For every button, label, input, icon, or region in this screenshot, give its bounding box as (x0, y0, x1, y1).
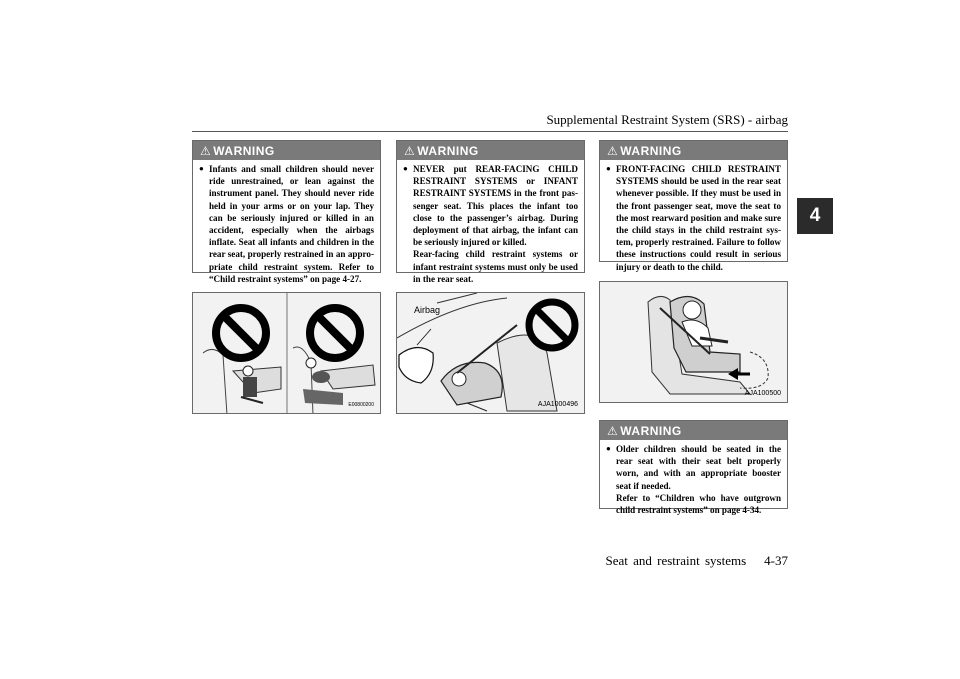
footer-section: Seat and restraint systems (605, 553, 747, 568)
warning-text: Older children should be seated in the rear seat with their seat belt properly worn, and with an appropriate booster seat if needed. (616, 444, 781, 491)
warning-label: WARNING (417, 143, 479, 158)
warning-text: FRONT-FACING CHILD RESTRAINT SYSTEMS should be used in the rear seat whenever possible. If they must be used in the front passenger seat, move the seat to the most rearward position and make sure the child stays in the child restraint sys-tem, properly restrained. Failure to follow these instructions could result in serious injury or death to the child. (616, 164, 781, 272)
warning-body (193, 160, 380, 289)
warning-box-front-facing (599, 140, 788, 272)
warning-text: NEVER put REAR-FACING CHILD RESTRAINT SYSTEMS or INFANT RESTRAINT SYSTEMS in the front pas-senger seat. This places the infant too close to the passenger’s airbag. During deployment of that airbag, the infant can be seriously injured or killed. (413, 164, 578, 248)
figure-code: E00800200 (348, 402, 374, 408)
bullet-icon: ● (606, 164, 611, 173)
warning-header (397, 141, 584, 160)
figure-rear-facing-airbag (396, 292, 585, 414)
warning-triangle-icon: ⚠ (607, 143, 619, 158)
warning-label: WARNING (620, 143, 682, 158)
infant-prohibited-illustration (193, 293, 381, 414)
warning-body (600, 160, 787, 277)
bullet-icon: ● (403, 164, 408, 173)
prohibition-icon-left (216, 308, 266, 358)
page-header-title: Supplemental Restraint System (SRS) - airbag (546, 112, 788, 127)
warning-box-older-children (599, 420, 788, 516)
warning-box-rear-facing (396, 140, 585, 284)
warning-header (600, 421, 787, 440)
figure-code: AJA1000496 (537, 401, 578, 408)
prohibition-icon-right (310, 308, 360, 358)
warning-label: WARNING (620, 423, 682, 438)
warning-body (600, 440, 787, 520)
warning-triangle-icon: ⚠ (607, 423, 619, 438)
warning-text-2: Refer to “Children who have outgrown child restraint systems” on page 4-34. (616, 492, 781, 516)
front-facing-seat-illustration (600, 282, 788, 403)
warning-text: Infants and small children should never ride unrestrained, or lean against the instrument panel. They should never ride held in your arms or on your lap. They can be seriously injured or killed in an accident, especially when the airbags inflate. Seat all infants and children in the rear seat, properly restrained in an appro-priate child restraint system. Refer to “Child restraint systems” on page 4-27. (209, 164, 374, 284)
header-rule (192, 131, 788, 132)
bullet-icon: ● (606, 444, 611, 453)
page-footer (605, 553, 788, 569)
prohibition-icon (529, 302, 575, 348)
warning-label: WARNING (213, 143, 275, 158)
bullet-icon: ● (199, 164, 204, 173)
airbag-label: Airbag (414, 305, 441, 315)
figure-infant-prohibited (192, 292, 381, 414)
chapter-tab: 4 (797, 198, 833, 234)
warning-box-infants (192, 140, 381, 284)
warning-text-2: Rear-facing child restraint systems or infant restraint systems must only be used in the rear seat. (413, 249, 578, 284)
warning-triangle-icon: ⚠ (404, 143, 416, 158)
figure-front-facing-seat (599, 281, 788, 403)
warning-body (397, 160, 584, 289)
warning-triangle-icon: ⚠ (200, 143, 212, 158)
warning-header (193, 141, 380, 160)
page-number: 4-37 (764, 553, 788, 568)
warning-header (600, 141, 787, 160)
figure-code: AJA100500 (744, 390, 781, 397)
